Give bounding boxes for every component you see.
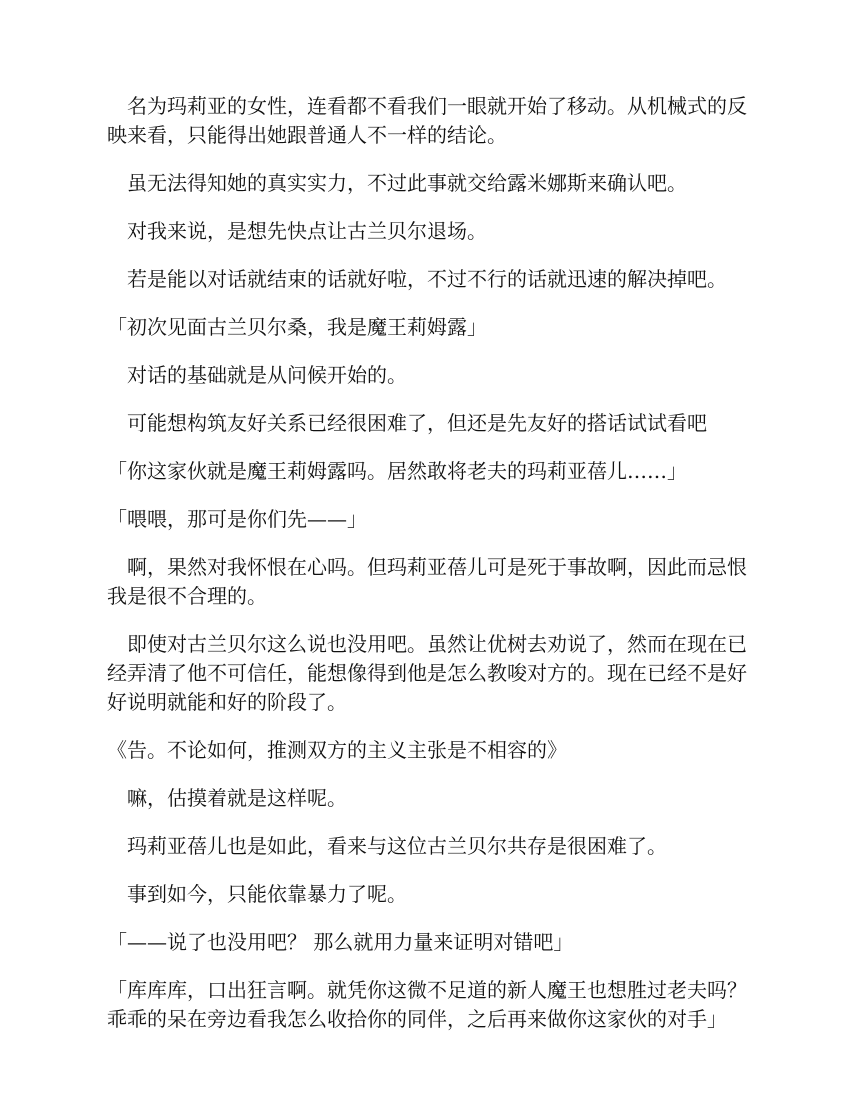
paragraph: 啊，果然对我怀恨在心吗。但玛莉亚蓓儿可是死于事故啊，因此而忌恨我是很不合理的。 — [107, 555, 747, 608]
paragraph: 名为玛莉亚的女性，连看都不看我们一眼就开始了移动。从机械式的反映来看，只能得出她跟普通人不一样的结论。 — [107, 94, 747, 147]
paragraph: 玛莉亚蓓儿也是如此，看来与这位古兰贝尔共存是很困难了。 — [127, 834, 667, 858]
paragraph: 若是能以对话就结束的话就好啦，不过不行的话就迅速的解决掉吧。 — [127, 267, 727, 291]
paragraph: 对话的基础就是从问候开始的。 — [127, 363, 407, 387]
paragraph: 虽无法得知她的真实实力，不过此事就交给露米娜斯来确认吧。 — [127, 171, 687, 195]
dialogue-line: 「——说了也没用吧？ 那么就用力量来证明对错吧」 — [107, 930, 574, 954]
dialogue-line: 「初次见面古兰贝尔桑，我是魔王莉姆露」 — [107, 315, 487, 339]
paragraph: 即使对古兰贝尔这么说也没用吧。虽然让优树去劝说了，然而在现在已经弄清了他不可信任，能想像得到他是怎么教唆对方的。现在已经不是好好说明就能和好的阶段了。 — [107, 632, 747, 714]
paragraph: 对我来说，是想先快点让古兰贝尔退场。 — [127, 219, 487, 243]
dialogue-line: 《告。不论如何，推测双方的主义主张是不相容的》 — [107, 738, 567, 762]
dialogue-line: 「你这家伙就是魔王莉姆露吗。居然敢将老夫的玛莉亚蓓儿……」 — [107, 459, 687, 483]
dialogue-line: 「喂喂，那可是你们先——」 — [107, 507, 367, 531]
dialogue-line: 「库库库，口出狂言啊。就凭你这微不足道的新人魔王也想胜过老夫吗？ 乖乖的呆在旁边看我怎么收拾你的同伴，之后再来做你这家伙的对手」 — [107, 978, 747, 1031]
paragraph: 事到如今，只能依靠暴力了呢。 — [127, 882, 407, 906]
paragraph: 可能想构筑友好关系已经很困难了，但还是先友好的搭话试试看吧 — [127, 411, 707, 435]
paragraph: 嘛，估摸着就是这样呢。 — [127, 786, 347, 810]
text-column — [107, 92, 747, 1053]
